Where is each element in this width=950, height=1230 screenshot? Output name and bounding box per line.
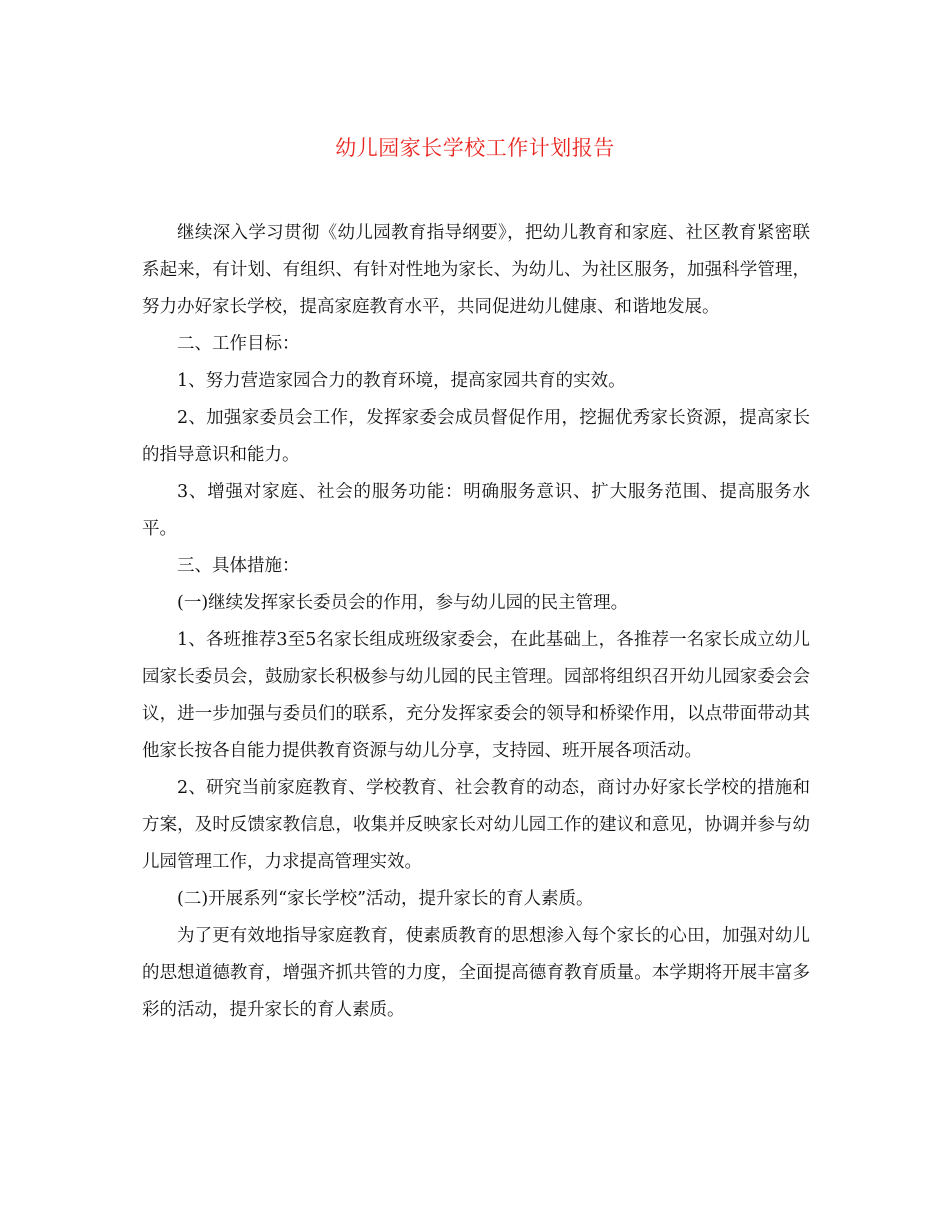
goal-item-1: 1、努力营造家园合力的教育环境，提高家园共育的实效。 [177,371,626,391]
measure-subheading-2: (二)开展系列“家长学校”活动，提升家长的育人素质。 [177,889,594,909]
measure-item-2: 2、研究当前家庭教育、学校教育、社会教育的动态，商讨办好家长学校的措施和方案，及时反馈家教信息，收集并反映家长对幼儿园工作的建议和意见，协调并参与幼儿园管理工作，力求提高管理实效。 [142,778,810,872]
paragraph-intro: 继续深入学习贯彻《幼儿园教育指导纲要》，把幼儿教育和家庭、社区教育紧密联系起来，有计划、有组织、有针对性地为家长、为幼儿、为社区服务，加强科学管理，努力办好家长学校，提高家庭教育水平，共同促进幼儿健康、和谐地发展。 [142,223,810,317]
goal-item-3: 3、增强对家庭、社会的服务功能：明确服务意识、扩大服务范围、提高服务水平。 [142,482,810,539]
heading-specific-measures: 三、具体措施： [177,556,300,576]
paragraph-closing: 为了更有效地指导家庭教育，使素质教育的思想渗入每个家长的心田，加强对幼儿的思想道德教育，增强齐抓共管的力度，全面提高德育教育质量。本学期将开展丰富多彩的活动，提升家长的育人素质。 [142,926,810,1020]
measure-subheading-1: (一)继续发挥家长委员会的作用，参与幼儿园的民主管理。 [177,593,629,613]
document-title: 幼儿园家长学校工作计划报告 [335,136,615,160]
document-body [142,215,810,1029]
goal-item-2: 2、加强家委员会工作，发挥家委会成员督促作用，挖掘优秀家长资源，提高家长的指导意识和能力。 [142,408,810,465]
measure-item-1: 1、各班推荐3至5名家长组成班级家委会，在此基础上，各推荐一名家长成立幼儿园家长委员会，鼓励家长积极参与幼儿园的民主管理。园部将组织召开幼儿园家委会会议，进一步加强与委员们的联系，充分发挥家委会的领导和桥梁作用，以点带面带动其他家长按各自能力提供教育资源与幼儿分享，支持园、班开展各项活动。 [142,630,810,761]
heading-work-goals: 二、工作目标： [177,334,300,354]
